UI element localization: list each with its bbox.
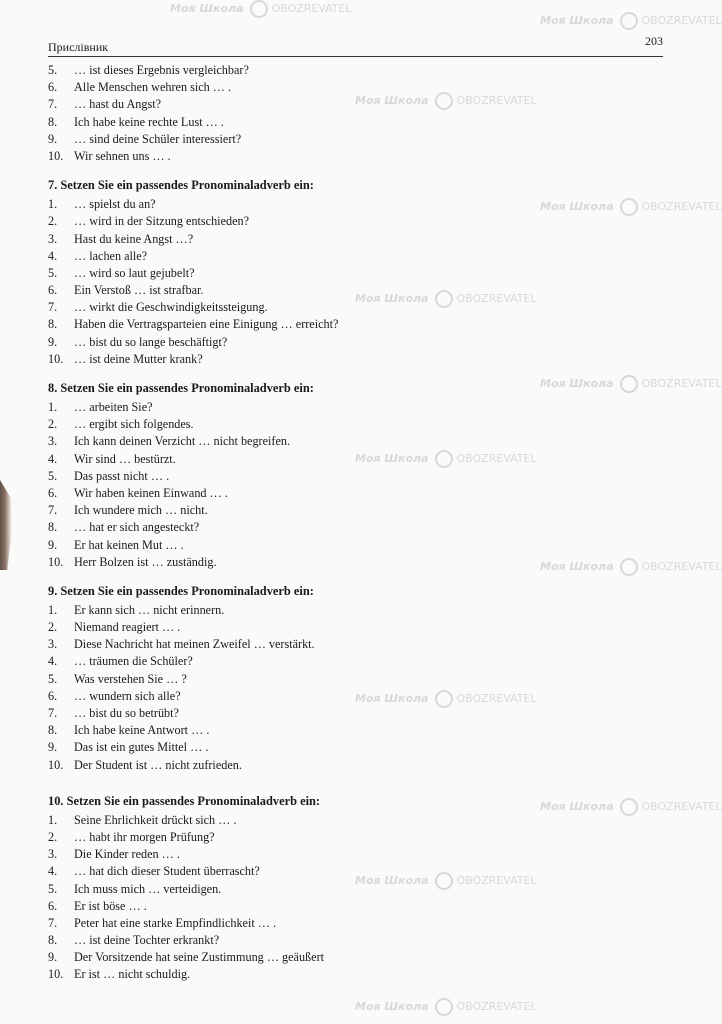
- item-text: Ich habe keine Antwort … .: [74, 723, 210, 738]
- item-text: … ist deine Tochter erkrankt?: [74, 933, 220, 948]
- exercise-heading: 10. Setzen Sie ein passendes Pronominaladverb ein:: [48, 793, 321, 808]
- watermark-text: OBOZREVATEL: [456, 1000, 537, 1013]
- list-item: [48, 671, 668, 688]
- list-item: [48, 554, 668, 571]
- list-item: [48, 433, 668, 450]
- exercise-heading: 9. Setzen Sie ein passendes Pronominaladverb ein:: [48, 583, 314, 598]
- watermark-logo: Моя Школа: [540, 14, 614, 27]
- item-number: 7.: [48, 706, 58, 720]
- item-number: 9.: [48, 131, 58, 146]
- list-item: [48, 863, 668, 880]
- list-item: [48, 537, 668, 554]
- watermark: [170, 0, 352, 18]
- watermark-logo: Моя Школа: [355, 452, 429, 465]
- item-number: 2.: [48, 620, 58, 635]
- item-text: … ergibt sich folgendes.: [74, 417, 194, 432]
- item-text: Wir sind … bestürzt.: [74, 451, 176, 466]
- watermark-text: OBOZREVATEL: [641, 200, 722, 213]
- item-text: Er kann sich … nicht erinnern.: [74, 602, 225, 617]
- item-number: 4.: [48, 248, 58, 263]
- list-item: [48, 196, 668, 213]
- item-number: 1.: [48, 812, 58, 827]
- watermark-text: OBOZREVATEL: [456, 94, 537, 107]
- item-number: 9.: [48, 334, 58, 349]
- watermark-logo: Моя Школа: [540, 377, 614, 390]
- item-number: 10.: [48, 148, 64, 163]
- item-number: 4.: [48, 451, 58, 466]
- item-text: Was verstehen Sie … ?: [74, 671, 187, 686]
- list-item: [48, 299, 668, 316]
- watermark-logo: Моя Школа: [355, 1000, 429, 1013]
- watermark-text: OBOZREVATEL: [271, 2, 352, 15]
- item-text: … hast du Angst?: [74, 97, 162, 112]
- item-text: … spielst du an?: [74, 197, 156, 212]
- page-content: [48, 62, 668, 984]
- list-item: [48, 636, 668, 653]
- item-text: Er ist böse … .: [74, 898, 147, 913]
- list-item: [48, 131, 668, 148]
- item-number: 6.: [48, 898, 58, 913]
- item-number: 5.: [48, 468, 58, 483]
- item-number: 8.: [48, 317, 58, 332]
- item-text: … hat er sich angesteckt?: [74, 520, 200, 535]
- item-number: 3.: [48, 434, 58, 449]
- list-item: [48, 485, 668, 502]
- item-text: Wir haben keinen Einwand … .: [74, 485, 228, 500]
- list-item: [48, 399, 668, 416]
- list-item: [48, 949, 668, 966]
- list-item: [48, 519, 668, 536]
- item-text: … wird in der Sitzung entschieden?: [74, 214, 249, 229]
- watermark-text: OBOZREVATEL: [456, 692, 537, 705]
- list-item: [48, 829, 668, 846]
- exercise-9: [48, 580, 668, 774]
- item-text: Das ist ein gutes Mittel … .: [74, 740, 209, 755]
- item-text: Ich wundere mich … nicht.: [74, 503, 208, 518]
- item-text: … ist deine Mutter krank?: [74, 351, 203, 366]
- watermark: [355, 998, 537, 1016]
- item-number: 5.: [48, 265, 58, 280]
- list-item: [48, 62, 668, 79]
- list-item: [48, 705, 668, 722]
- watermark-logo: Моя Школа: [355, 874, 429, 887]
- intro-list: [48, 62, 668, 165]
- item-text: … bist du so lange beschäftigt?: [74, 334, 228, 349]
- exercise-heading: 8. Setzen Sie ein passendes Pronominaladverb ein:: [48, 381, 314, 395]
- watermark-text: OBOZREVATEL: [456, 452, 537, 465]
- item-number: 4.: [48, 654, 58, 669]
- list-item: [48, 451, 668, 468]
- list-item: [48, 416, 668, 433]
- item-text: Der Student ist … nicht zufrieden.: [74, 757, 242, 772]
- item-number: 2.: [48, 417, 58, 432]
- item-number: 6.: [48, 283, 58, 298]
- watermark-circle-icon: [620, 12, 638, 30]
- item-number: 3.: [48, 231, 58, 246]
- watermark-text: OBOZREVATEL: [456, 874, 537, 887]
- list-item: [48, 316, 668, 333]
- item-number: 8.: [48, 933, 58, 948]
- item-number: 9.: [48, 537, 58, 552]
- item-number: 5.: [48, 671, 58, 686]
- item-number: 6.: [48, 80, 58, 95]
- list-item: [48, 915, 668, 932]
- exercise-8: [48, 377, 668, 571]
- item-number: 4.: [48, 864, 58, 879]
- item-text: Ich muss mich … verteidigen.: [74, 881, 222, 896]
- list-item: [48, 351, 668, 368]
- item-number: 8.: [48, 520, 58, 535]
- item-text: … wirkt die Geschwindigkeitssteigung.: [74, 300, 268, 315]
- item-text: Alle Menschen wehren sich … .: [74, 80, 232, 95]
- item-text: Ich kann deinen Verzicht … nicht begreifen.: [74, 434, 291, 449]
- page-header: [48, 34, 663, 57]
- item-text: … wundern sich alle?: [74, 688, 181, 703]
- item-number: 2.: [48, 829, 58, 844]
- item-number: 8.: [48, 723, 58, 738]
- item-number: 7.: [48, 915, 58, 930]
- item-text: … habt ihr morgen Prüfung?: [74, 829, 215, 844]
- list-item: [48, 812, 668, 829]
- item-number: 5.: [48, 63, 58, 77]
- list-item: [48, 96, 668, 113]
- exercise-10: [48, 790, 668, 984]
- watermark-logo: Моя Школа: [540, 800, 614, 813]
- list-item: [48, 265, 668, 282]
- watermark-logo: Моя Школа: [540, 200, 614, 213]
- list-item: [48, 334, 668, 351]
- item-number: 9.: [48, 740, 58, 755]
- item-number: 7.: [48, 300, 58, 315]
- list-item: [48, 757, 668, 774]
- list-item: [48, 932, 668, 949]
- item-text: … lachen alle?: [74, 248, 148, 263]
- running-title: Прислівник: [48, 40, 109, 54]
- item-text: Ein Verstoß … ist strafbar.: [74, 283, 204, 298]
- list-item: [48, 502, 668, 519]
- list-item: [48, 213, 668, 230]
- item-text: … bist du so betrübt?: [74, 706, 179, 720]
- item-number: 9.: [48, 950, 58, 965]
- item-text: … arbeiten Sie?: [74, 400, 153, 414]
- watermark-circle-icon: [250, 0, 268, 18]
- exercise-heading: 7. Setzen Sie ein passendes Pronominaladverb ein:: [48, 178, 314, 193]
- item-text: Diese Nachricht hat meinen Zweifel … verstärkt.: [74, 637, 315, 652]
- list-item: [48, 653, 668, 670]
- item-text: … träumen die Schüler?: [74, 654, 193, 669]
- item-number: 1.: [48, 602, 58, 617]
- list-item: [48, 966, 668, 983]
- watermark-text: OBOZREVATEL: [641, 14, 722, 27]
- list-item: [48, 114, 668, 131]
- item-number: 1.: [48, 197, 58, 212]
- item-text: Er ist … nicht schuldig.: [74, 967, 191, 982]
- item-number: 7.: [48, 503, 58, 518]
- item-text: Seine Ehrlichkeit drückt sich … .: [74, 812, 237, 827]
- list-item: [48, 619, 668, 636]
- list-item: [48, 79, 668, 96]
- watermark-text: OBOZREVATEL: [641, 800, 722, 813]
- item-text: … ist dieses Ergebnis vergleichbar?: [74, 63, 249, 77]
- page-binding-edge: [0, 480, 12, 570]
- item-number: 7.: [48, 97, 58, 112]
- list-item: [48, 739, 668, 756]
- item-number: 10.: [48, 967, 64, 982]
- item-text: Haben die Vertragsparteien eine Einigung … erreicht?: [74, 317, 339, 332]
- list-item: [48, 846, 668, 863]
- list-item: [48, 688, 668, 705]
- item-number: 10.: [48, 554, 64, 569]
- item-number: 8.: [48, 114, 58, 129]
- watermark-logo: Моя Школа: [355, 292, 429, 305]
- list-item: [48, 282, 668, 299]
- list-item: [48, 148, 668, 165]
- watermark: [540, 12, 722, 30]
- watermark-text: OBOZREVATEL: [641, 560, 722, 573]
- list-item: [48, 231, 668, 248]
- item-number: 3.: [48, 637, 58, 652]
- list-item: [48, 881, 668, 898]
- item-text: Herr Bolzen ist … zuständig.: [74, 554, 217, 569]
- item-text: Er hat keinen Mut … .: [74, 537, 184, 552]
- item-number: 5.: [48, 881, 58, 896]
- item-text: Wir sehnen uns … .: [74, 148, 171, 163]
- item-number: 6.: [48, 688, 58, 703]
- watermark-logo: Моя Школа: [355, 94, 429, 107]
- item-text: Das passt nicht … .: [74, 468, 170, 483]
- item-text: … wird so laut gejubelt?: [74, 265, 195, 280]
- list-item: [48, 898, 668, 915]
- watermark-text: OBOZREVATEL: [456, 292, 537, 305]
- list-item: [48, 248, 668, 265]
- exercise-7: [48, 174, 668, 368]
- item-number: 3.: [48, 847, 58, 862]
- item-text: … hat dich dieser Student überrascht?: [74, 864, 260, 879]
- item-text: Niemand reagiert … .: [74, 620, 181, 635]
- watermark-logo: Моя Школа: [170, 2, 244, 15]
- item-text: Peter hat eine starke Empfindlichkeit … .: [74, 915, 277, 930]
- watermark-logo: Моя Школа: [540, 560, 614, 573]
- item-text: … sind deine Schüler interessiert?: [74, 131, 242, 146]
- list-item: [48, 602, 668, 619]
- item-number: 10.: [48, 757, 64, 772]
- item-number: 2.: [48, 214, 58, 229]
- page-number: 203: [645, 34, 663, 48]
- watermark-text: OBOZREVATEL: [641, 377, 722, 390]
- item-text: Hast du keine Angst …?: [74, 231, 194, 246]
- item-number: 6.: [48, 485, 58, 500]
- item-text: Die Kinder reden … .: [74, 847, 180, 862]
- watermark-circle-icon: [435, 998, 453, 1016]
- watermark-logo: Моя Школа: [355, 692, 429, 705]
- item-number: 1.: [48, 400, 58, 414]
- item-number: 10.: [48, 351, 64, 366]
- list-item: [48, 468, 668, 485]
- item-text: Ich habe keine rechte Lust … .: [74, 114, 224, 129]
- item-text: Der Vorsitzende hat seine Zustimmung … geäußert: [74, 950, 325, 965]
- list-item: [48, 722, 668, 739]
